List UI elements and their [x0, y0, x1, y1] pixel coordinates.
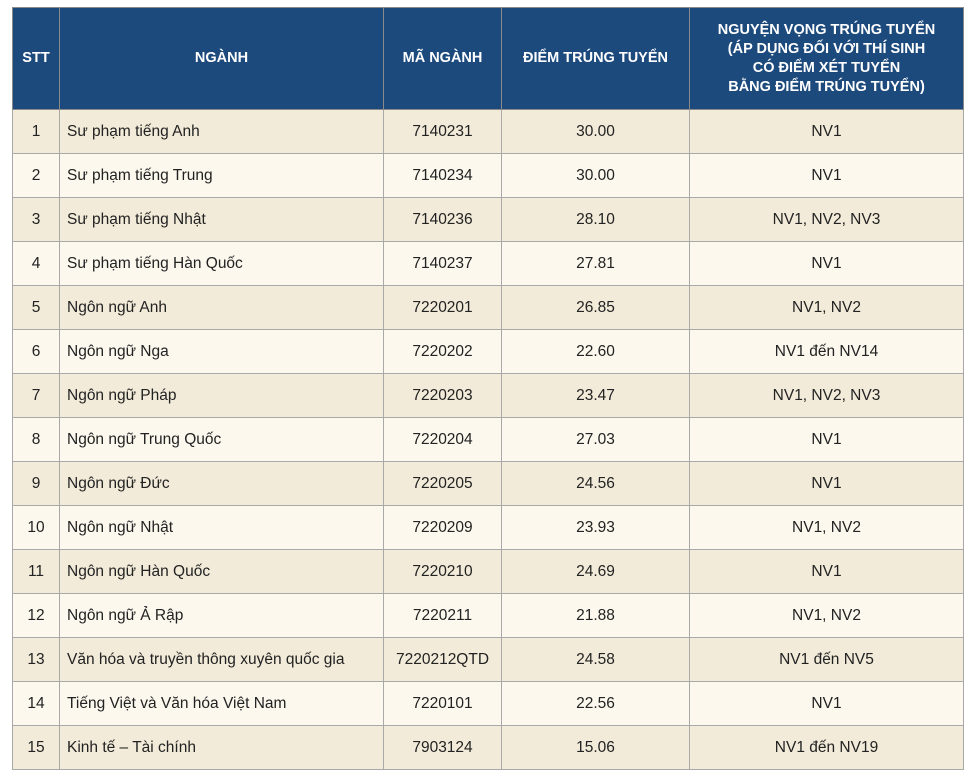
cell-admitted-preferences: NV1 đến NV5 [690, 638, 964, 682]
cell-admission-score: 23.47 [502, 374, 690, 418]
cell-admitted-preferences: NV1, NV2, NV3 [690, 374, 964, 418]
cell-major-code: 7220210 [384, 550, 502, 594]
cell-admitted-preferences: NV1 đến NV14 [690, 330, 964, 374]
cell-admission-score: 23.93 [502, 506, 690, 550]
table-row [13, 374, 964, 418]
header-stt: STT [13, 8, 60, 110]
cell-admission-score: 15.06 [502, 726, 690, 770]
cell-admission-score: 26.85 [502, 286, 690, 330]
cell-major: Văn hóa và truyền thông xuyên quốc gia [60, 638, 384, 682]
cell-stt: 3 [13, 198, 60, 242]
table-row [13, 638, 964, 682]
cell-admitted-preferences: NV1, NV2 [690, 506, 964, 550]
cell-major-code: 7140231 [384, 110, 502, 154]
table-row [13, 682, 964, 726]
cell-admission-score: 22.60 [502, 330, 690, 374]
cell-admission-score: 30.00 [502, 154, 690, 198]
header-admitted-preferences-text: NGUYỆN VỌNG TRÚNG TUYỂN (ÁP DỤNG ĐỐI VỚI THÍ SINH CÓ ĐIỂM XÉT TUYỂN BẰNG ĐIỂM TRÚNG TUYỂN) [717, 21, 936, 95]
cell-admission-score: 28.10 [502, 198, 690, 242]
cell-major-code: 7140236 [384, 198, 502, 242]
admission-scores-table-wrapper [12, 7, 963, 770]
cell-admitted-preferences: NV1 [690, 242, 964, 286]
cell-admitted-preferences: NV1 [690, 682, 964, 726]
cell-admission-score: 24.56 [502, 462, 690, 506]
table-row [13, 418, 964, 462]
cell-admitted-preferences: NV1 [690, 462, 964, 506]
table-row [13, 110, 964, 154]
cell-major: Sư phạm tiếng Nhật [60, 198, 384, 242]
cell-stt: 14 [13, 682, 60, 726]
cell-stt: 12 [13, 594, 60, 638]
table-row [13, 726, 964, 770]
cell-major: Ngôn ngữ Anh [60, 286, 384, 330]
cell-stt: 9 [13, 462, 60, 506]
cell-major-code: 7220202 [384, 330, 502, 374]
table-row [13, 154, 964, 198]
cell-admission-score: 24.58 [502, 638, 690, 682]
cell-major: Ngôn ngữ Đức [60, 462, 384, 506]
cell-admission-score: 30.00 [502, 110, 690, 154]
table-row [13, 330, 964, 374]
cell-major-code: 7220209 [384, 506, 502, 550]
table-row [13, 462, 964, 506]
cell-major-code: 7220101 [384, 682, 502, 726]
cell-admitted-preferences: NV1 [690, 550, 964, 594]
cell-stt: 10 [13, 506, 60, 550]
table-header [13, 8, 964, 110]
cell-major: Sư phạm tiếng Hàn Quốc [60, 242, 384, 286]
cell-admitted-preferences: NV1, NV2, NV3 [690, 198, 964, 242]
cell-admission-score: 27.03 [502, 418, 690, 462]
table-row [13, 594, 964, 638]
cell-major: Sư phạm tiếng Anh [60, 110, 384, 154]
cell-major: Ngôn ngữ Hàn Quốc [60, 550, 384, 594]
cell-admission-score: 21.88 [502, 594, 690, 638]
cell-stt: 5 [13, 286, 60, 330]
cell-major-code: 7903124 [384, 726, 502, 770]
table-row [13, 550, 964, 594]
cell-admission-score: 22.56 [502, 682, 690, 726]
header-row [13, 8, 964, 110]
cell-admission-score: 27.81 [502, 242, 690, 286]
cell-major: Tiếng Việt và Văn hóa Việt Nam [60, 682, 384, 726]
cell-major: Ngôn ngữ Pháp [60, 374, 384, 418]
cell-stt: 11 [13, 550, 60, 594]
header-major-code: MÃ NGÀNH [384, 8, 502, 110]
table-row [13, 506, 964, 550]
cell-stt: 6 [13, 330, 60, 374]
cell-major: Kinh tế – Tài chính [60, 726, 384, 770]
cell-major-code: 7220212QTD [384, 638, 502, 682]
cell-major-code: 7140234 [384, 154, 502, 198]
cell-major-code: 7140237 [384, 242, 502, 286]
table-row [13, 242, 964, 286]
header-admission-score: ĐIỂM TRÚNG TUYỂN [502, 8, 690, 110]
cell-major-code: 7220211 [384, 594, 502, 638]
cell-admitted-preferences: NV1 [690, 154, 964, 198]
table-row [13, 198, 964, 242]
cell-admitted-preferences: NV1 đến NV19 [690, 726, 964, 770]
cell-major-code: 7220205 [384, 462, 502, 506]
cell-admitted-preferences: NV1, NV2 [690, 594, 964, 638]
cell-stt: 7 [13, 374, 60, 418]
cell-admitted-preferences: NV1 [690, 418, 964, 462]
cell-major: Ngôn ngữ Trung Quốc [60, 418, 384, 462]
cell-admission-score: 24.69 [502, 550, 690, 594]
cell-major: Ngôn ngữ Ả Rập [60, 594, 384, 638]
header-major: NGÀNH [60, 8, 384, 110]
cell-major-code: 7220203 [384, 374, 502, 418]
cell-major: Ngôn ngữ Nhật [60, 506, 384, 550]
cell-major-code: 7220201 [384, 286, 502, 330]
cell-stt: 13 [13, 638, 60, 682]
header-admitted-preferences [690, 8, 964, 110]
cell-stt: 15 [13, 726, 60, 770]
cell-stt: 8 [13, 418, 60, 462]
cell-major-code: 7220204 [384, 418, 502, 462]
cell-stt: 2 [13, 154, 60, 198]
cell-admitted-preferences: NV1 [690, 110, 964, 154]
cell-major: Ngôn ngữ Nga [60, 330, 384, 374]
cell-stt: 4 [13, 242, 60, 286]
cell-major: Sư phạm tiếng Trung [60, 154, 384, 198]
table-row [13, 286, 964, 330]
cell-stt: 1 [13, 110, 60, 154]
cell-admitted-preferences: NV1, NV2 [690, 286, 964, 330]
admission-scores-table [12, 7, 964, 770]
table-body [13, 110, 964, 770]
